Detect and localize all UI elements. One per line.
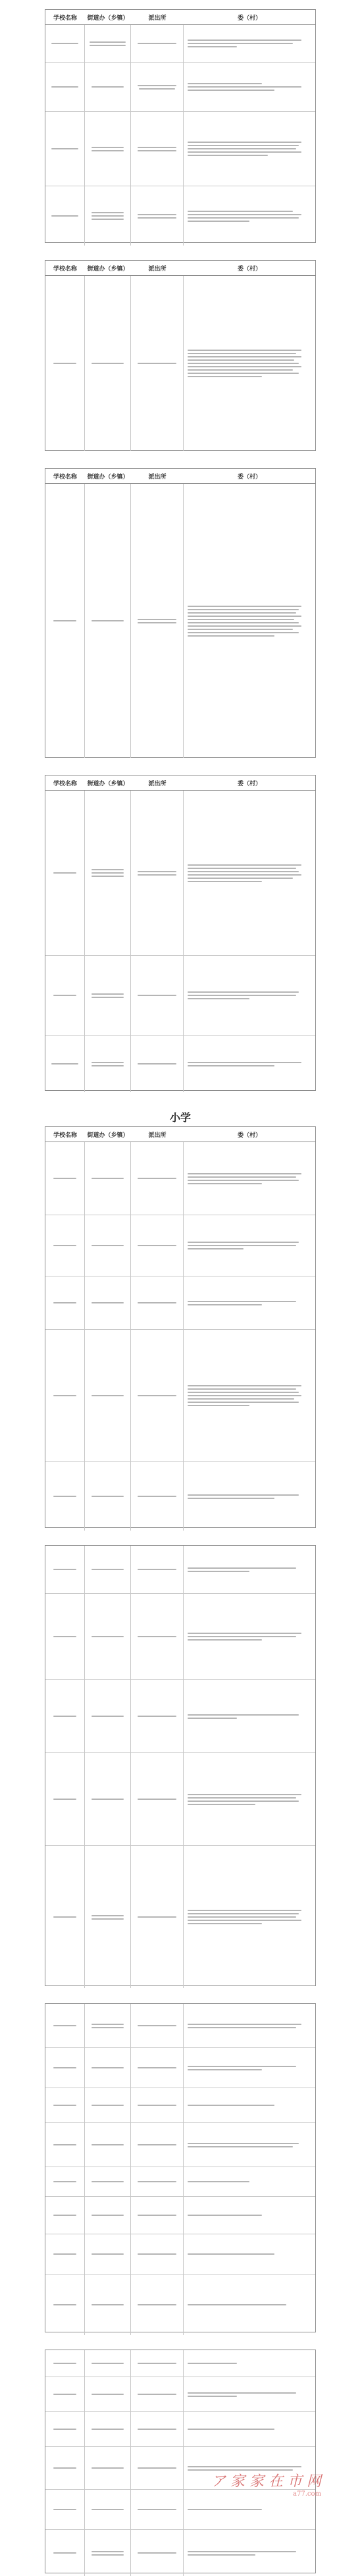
table-row [45, 2274, 315, 2335]
header-police: 派出所 [148, 473, 167, 481]
header-school: 学校名称 [53, 1132, 77, 1139]
table-block-2 [45, 260, 316, 451]
table-row [45, 2197, 315, 2234]
table-row [45, 1462, 315, 1531]
header-committee: 委（村） [237, 1132, 261, 1139]
header-school: 学校名称 [53, 14, 77, 22]
table-row [45, 276, 315, 451]
table-row [45, 2412, 315, 2447]
table-row [45, 112, 315, 186]
document [45, 9, 316, 2573]
table-row [45, 1846, 315, 1988]
table-row [45, 1276, 315, 1330]
header-school: 学校名称 [53, 265, 77, 273]
header-committee: 委（村） [237, 14, 261, 22]
table-header [45, 261, 315, 276]
header-street: 街道办（乡镇） [87, 1132, 129, 1139]
header-street: 街道办（乡镇） [87, 780, 129, 787]
table-row [45, 1036, 315, 1092]
header-police: 派出所 [148, 14, 167, 22]
table-row [45, 25, 315, 63]
header-street: 街道办（乡镇） [87, 14, 129, 22]
table-row [45, 2234, 315, 2274]
table-row [45, 2123, 315, 2167]
table-row [45, 791, 315, 956]
table-row [45, 1680, 315, 1753]
table-row [45, 186, 315, 246]
table-header [45, 1127, 315, 1142]
table-block-1 [45, 9, 316, 243]
table-row [45, 2530, 315, 2576]
header-committee: 委（村） [237, 265, 261, 273]
table-row [45, 1753, 315, 1846]
header-committee: 委（村） [237, 473, 261, 481]
watermark-sub: a77.com [293, 2490, 321, 2498]
table-block-7 [45, 2003, 316, 2332]
table-row [45, 63, 315, 112]
header-police: 派出所 [148, 1132, 167, 1139]
table-row [45, 1142, 315, 1215]
table-block-6 [45, 1545, 316, 1986]
header-school: 学校名称 [53, 473, 77, 481]
table-header [45, 469, 315, 484]
table-row [45, 2350, 315, 2377]
table-body [45, 25, 315, 246]
table-row [45, 484, 315, 758]
table-body [45, 2350, 315, 2576]
table-header [45, 10, 315, 25]
table-body [45, 1546, 315, 1988]
table-row [45, 2004, 315, 2048]
table-row [45, 2088, 315, 2123]
table-block-3 [45, 468, 316, 758]
table-row [45, 2377, 315, 2412]
table-row [45, 1215, 315, 1276]
table-body [45, 791, 315, 1092]
table-body [45, 276, 315, 451]
table-block-8 [45, 2350, 316, 2573]
header-committee: 委（村） [237, 780, 261, 787]
table-row [45, 2167, 315, 2197]
header-police: 派出所 [148, 780, 167, 787]
table-row [45, 2048, 315, 2088]
table-block-5 [45, 1126, 316, 1528]
watermark-text: ア 家 家 在 市 网 [211, 2473, 321, 2490]
table-body [45, 2004, 315, 2335]
header-street: 街道办（乡镇） [87, 265, 129, 273]
table-header [45, 775, 315, 791]
table-row [45, 1594, 315, 1680]
section-title-primary: 小学 [169, 1111, 191, 1124]
table-row [45, 956, 315, 1036]
watermark [211, 2470, 321, 2498]
table-body [45, 484, 315, 758]
header-street: 街道办（乡镇） [87, 473, 129, 481]
header-school: 学校名称 [53, 780, 77, 787]
header-police: 派出所 [148, 265, 167, 273]
table-block-4 [45, 775, 316, 1091]
table-row [45, 1546, 315, 1594]
table-row [45, 1330, 315, 1462]
table-body [45, 1142, 315, 1531]
